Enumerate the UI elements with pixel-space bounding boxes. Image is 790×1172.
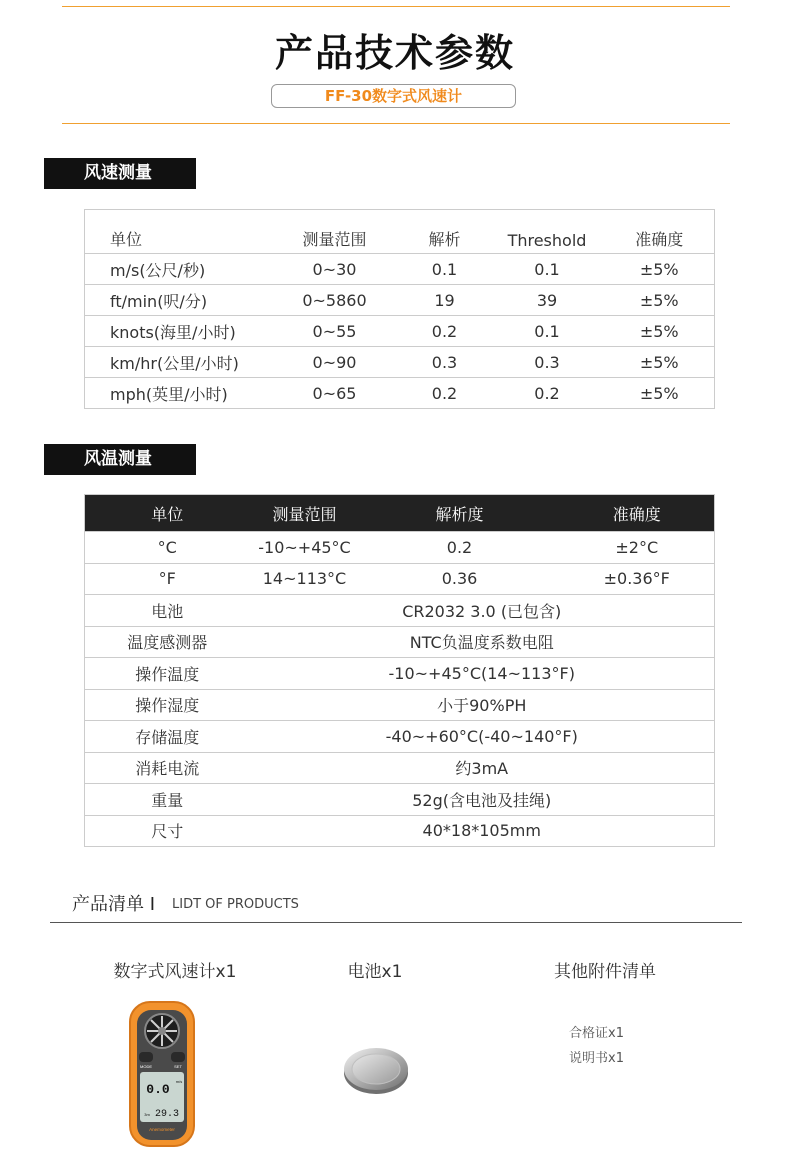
lcd-secondary-label: 3m: [144, 1112, 150, 1117]
table-row: [85, 752, 715, 784]
cell: 小于90%PH: [250, 689, 715, 721]
cell: -40~+60°C(-40~140°F): [250, 721, 715, 753]
cell: 0.1: [490, 254, 605, 285]
header-threshold: Threshold: [490, 210, 605, 254]
product-name-accessories: 其他附件清单: [554, 962, 656, 982]
cell: 0~90: [270, 347, 400, 378]
header-resolution: 解析: [400, 210, 490, 254]
cell: 0.2: [360, 532, 560, 564]
table-row: [85, 532, 715, 564]
products-divider: [50, 922, 742, 923]
table-row: [85, 378, 715, 409]
cell: 14~113°C: [250, 563, 360, 595]
cell: 0.3: [490, 347, 605, 378]
cell: ±5%: [605, 347, 715, 378]
wind-speed-table: [84, 209, 715, 409]
top-divider: [62, 6, 730, 7]
cell: NTC负温度系数电阻: [250, 626, 715, 658]
table-row: [85, 721, 715, 753]
header-unit: 单位: [85, 210, 270, 254]
cell: 0~65: [270, 378, 400, 409]
set-label: SET: [174, 1064, 182, 1069]
cell: 温度感测器: [85, 626, 250, 658]
cell: 0.3: [400, 347, 490, 378]
cell: ±5%: [605, 316, 715, 347]
wind-temp-table: [84, 494, 715, 847]
table-row: [85, 658, 715, 690]
cell: 0.2: [490, 378, 605, 409]
header-accuracy: 准确度: [560, 495, 715, 532]
cell: 消耗电流: [85, 752, 250, 784]
cell: -10~+45°C(14~113°F): [250, 658, 715, 690]
cell: 0~55: [270, 316, 400, 347]
device-brand: Anemometer: [149, 1127, 175, 1132]
cell: 操作温度: [85, 658, 250, 690]
table-row: [85, 626, 715, 658]
cell: 40*18*105mm: [250, 815, 715, 847]
cell: ±5%: [605, 254, 715, 285]
cell: mph(英里/小时): [85, 378, 270, 409]
table-row: [85, 347, 715, 378]
header-range: 测量范围: [250, 495, 360, 532]
cell: 重量: [85, 784, 250, 816]
cell: °F: [85, 563, 250, 595]
table-row: [85, 689, 715, 721]
cell: ±5%: [605, 285, 715, 316]
page-title: 产品技术参数: [274, 31, 515, 75]
table-header-row: [85, 495, 715, 532]
product-name-battery: 电池x1: [347, 962, 403, 982]
cell: ±5%: [605, 378, 715, 409]
cell: ft/min(呎/分): [85, 285, 270, 316]
cell: 52g(含电池及挂绳): [250, 784, 715, 816]
cell: km/hr(公里/小时): [85, 347, 270, 378]
table-row: [85, 815, 715, 847]
header-unit: 单位: [85, 495, 250, 532]
cell: 19: [400, 285, 490, 316]
cell: ±2°C: [560, 532, 715, 564]
cell: 电池: [85, 595, 250, 627]
cell: 操作湿度: [85, 689, 250, 721]
cell: CR2032 3.0 (已包含): [250, 595, 715, 627]
cell: 0.1: [490, 316, 605, 347]
cell: 0.1: [400, 254, 490, 285]
table-row: [85, 254, 715, 285]
cell: -10~+45°C: [250, 532, 360, 564]
product-model-badge: FF-30数字式风速计: [271, 84, 516, 108]
cell: 0.2: [400, 378, 490, 409]
cell: 尺寸: [85, 815, 250, 847]
cell: °C: [85, 532, 250, 564]
cell: m/s(公尺/秒): [85, 254, 270, 285]
cell: ±0.36°F: [560, 563, 715, 595]
table-row: [85, 563, 715, 595]
cell: 0.2: [400, 316, 490, 347]
lcd-unit: m/s: [175, 1079, 183, 1084]
title-bottom-divider: [62, 123, 730, 124]
cell: 39: [490, 285, 605, 316]
products-title: 产品清单 I: [72, 894, 156, 915]
cell: 0.36: [360, 563, 560, 595]
table-row: [85, 595, 715, 627]
coin-battery-image: [342, 1044, 410, 1096]
table-row: [85, 285, 715, 316]
products-subtitle: LIDT OF PRODUCTS: [172, 897, 299, 912]
cell: 约3mA: [250, 752, 715, 784]
product-name-anemometer: 数字式风速计x1: [113, 962, 237, 982]
table-row: [85, 784, 715, 816]
certificate-item: 合格证x1: [569, 1026, 624, 1041]
table-header-row: [85, 210, 715, 254]
cell: knots(海里/小时): [85, 316, 270, 347]
mode-label: MODE: [140, 1064, 152, 1069]
cell: 存储温度: [85, 721, 250, 753]
anemometer-image: [128, 1000, 196, 1148]
header-resolution: 解析度: [360, 495, 560, 532]
cell: 0~5860: [270, 285, 400, 316]
header-accuracy: 准确度: [605, 210, 715, 254]
lcd-main-reading: 0.0: [146, 1082, 170, 1097]
manual-item: 说明书x1: [569, 1051, 624, 1066]
lcd-temperature-reading: 29.3: [154, 1109, 180, 1120]
header-range: 测量范围: [270, 210, 400, 254]
table-row: [85, 316, 715, 347]
cell: 0~30: [270, 254, 400, 285]
wind-speed-section-label: 风速测量: [44, 158, 196, 189]
wind-temp-section-label: 风温测量: [44, 444, 196, 475]
